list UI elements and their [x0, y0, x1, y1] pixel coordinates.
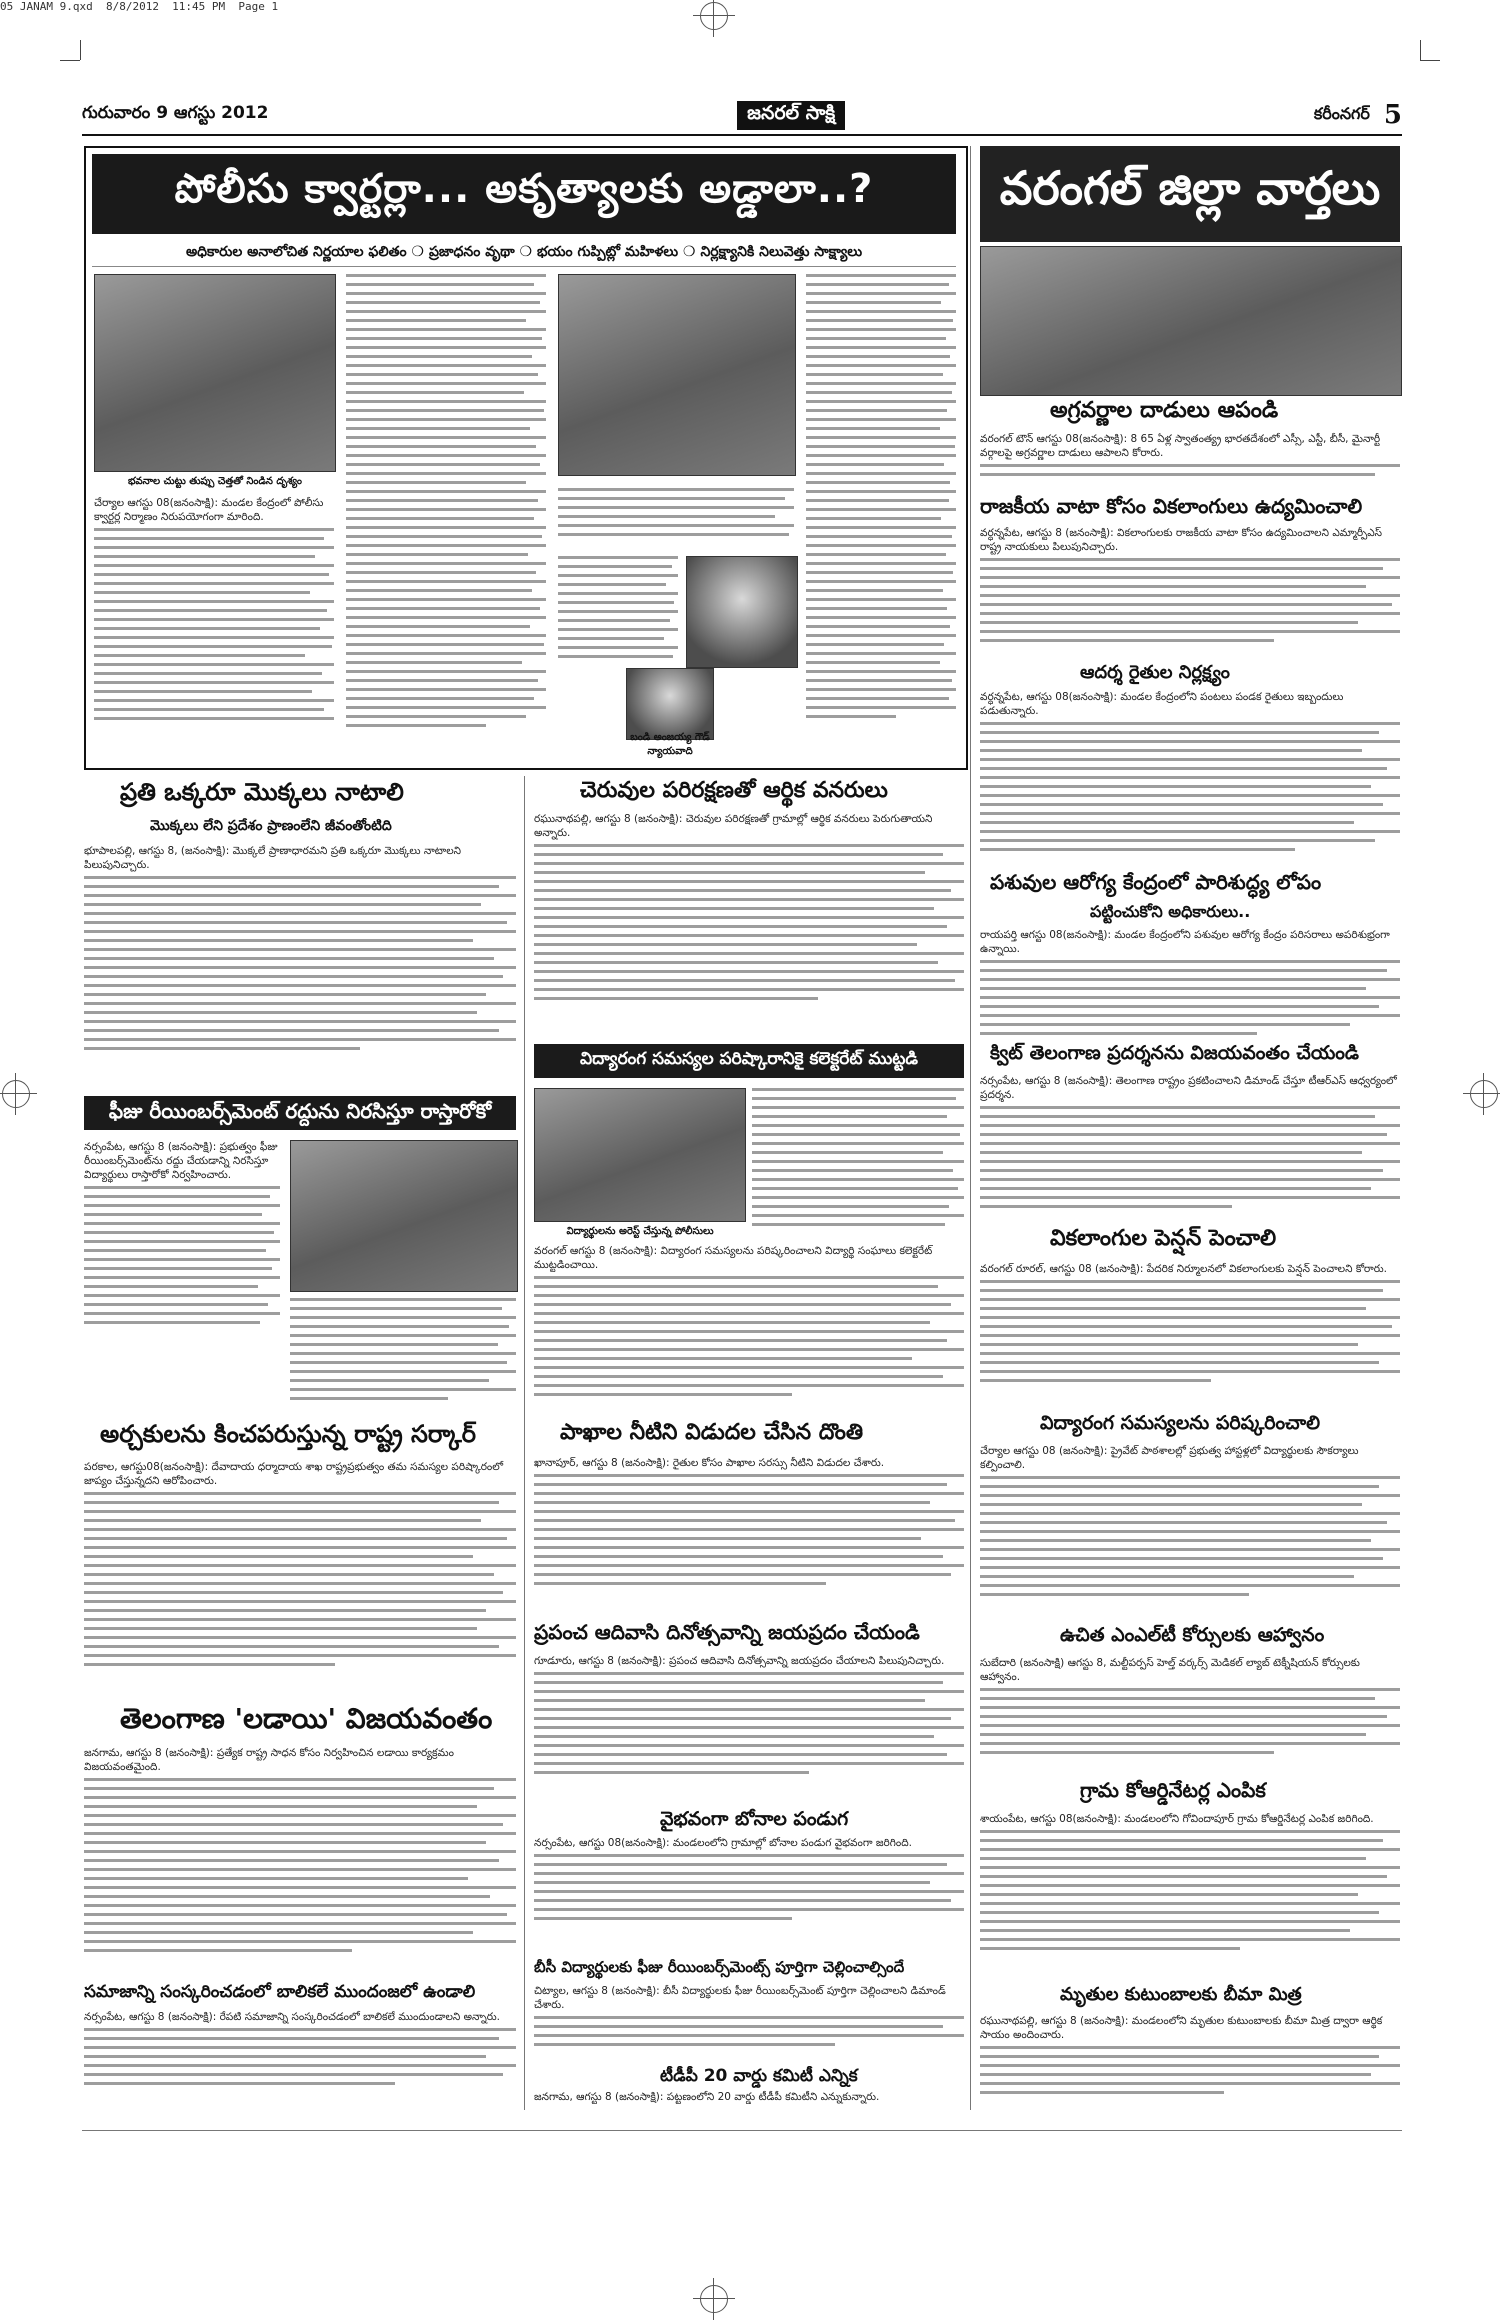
lead-column-2c: [558, 556, 678, 664]
left-article-5-text: నర్సంపేట, ఆగస్టు 8 (జనంసాక్షి): రేపటి సమాజాన్ని సంస్కరించడంలో బాలికలే ముందుండాలని అన్నారు.: [84, 2011, 500, 2023]
center-article-5-text: నర్సంపేట, ఆగస్టు 08(జనంసాక్షి): మండలంలోని గ్రామాల్లో బోనాల పండుగ వైభవంగా జరిగింది.: [534, 1837, 912, 1849]
sidebar-article-5-text: నర్సంపేట, ఆగస్టు 8 (జనంసాక్షి): తెలంగాణ రాష్ట్రం ప్రకటించాలని డిమాండ్ చేస్తూ టీఆర్ఎస్ ఆధ్వర్యంలో ప్రదర్శన.: [980, 1075, 1397, 1101]
left-article-4: [84, 1746, 516, 1978]
crop-mark: [60, 60, 80, 61]
left-article-2: [84, 1140, 280, 1416]
sidebar-article-7: [980, 1444, 1400, 1620]
sidebar-headline-4: పశువుల ఆరోగ్య కేంద్రంలో పారిశుద్ధ్య లోపం: [990, 870, 1322, 894]
left-article-4-text: జనగామ, ఆగస్టు 8 (జనంసాక్షి): ప్రత్యేక రాష్ట్ర సాధన కోసం నిర్వహించిన లడాయి కార్యక్రమం విజయవంతమైంది.: [84, 1747, 454, 1773]
sidebar-article-7-text: చేర్యాల ఆగస్టు 08 (జనంసాక్షి): ప్రైవేట్ పాఠశాలల్లో ప్రభుత్వ హాస్టళ్లలో విద్యార్థులకు సౌకర్యాలు కల్పించాలి.: [980, 1445, 1359, 1471]
district-masthead: వరంగల్ జిల్లా వార్తలు: [980, 146, 1400, 242]
left-headline-5: సమాజాన్ని సంస్కరించడంలో బాలికలే ముందంజలో ఉండాలి: [84, 1982, 476, 2002]
center-article-6-text: చిట్యాల, ఆగస్టు 8 (జనంసాక్షి): బీసీ విద్యార్థులకు ఫీజు రీయింబర్స్‌మెంట్ పూర్తిగా చెల్లించాలని డిమాండ్ చేశారు.: [534, 1985, 946, 2011]
temple-photo: [980, 246, 1402, 396]
sidebar-headline-6: వికలాంగుల పెన్షన్ పెంచాలి: [1050, 1226, 1277, 1251]
lead-photo-right: [558, 274, 796, 476]
registration-mark-icon: [1470, 1080, 1498, 1108]
sidebar-headline-7: విద్యారంగ సమస్యలను పరిష్కరించాలి: [1040, 1412, 1321, 1434]
print-slug: 05 JANAM 9.qxd 8/8/2012 11:45 PM Page 1: [0, 0, 279, 13]
sidebar-headline-2: రాజకీయ వాటా కోసం వికలాంగులు ఉద్యమించాలి: [980, 494, 1363, 518]
sidebar-article-1-text: వరంగల్ టౌన్ ఆగస్టు 08(జనంసాక్షి): 8 65 ఏళ్ల స్వాతంత్య్ర భారతదేశంలో ఎస్సీ, ఎస్టీ, బీసీ, మైనార్టీ వర్గాలపై అగ్రవర్ణాల దాడులు ఆపాలని కోరారు.: [980, 433, 1381, 459]
center-article-1-text: రఘునాథపల్లి, ఆగస్టు 8 (జనంసాక్షి): చెరువుల పరిరక్షణతో గ్రామాల్లో ఆర్థిక వనరులు పెరుగుతాయని అన్నారు.: [534, 813, 933, 839]
left-article-1-text: భూపాలపల్లి, ఆగస్టు 8, (జనంసాక్షి): మొక్కలే ప్రాణాధారమని ప్రతి ఒక్కరూ మొక్కలు నాటాలని పిలుపునిచ్చారు.: [84, 845, 462, 871]
brand-logo: జనరల్ సాక్షి: [737, 101, 845, 130]
lead-portrait-1: [686, 556, 798, 668]
left-headline-1-sub: మొక్కలు లేని ప్రదేశం ప్రాణంలేని జీవంతోంటిది: [150, 818, 392, 834]
center-headline-3: పాఖాల నీటిని విడుదల చేసిన దొంతి: [560, 1420, 864, 1445]
center-headline-5: వైభవంగా బోనాల పండుగ: [660, 1808, 849, 1830]
sidebar-headline-5: క్విట్ తెలంగాణ ప్రదర్శనను విజయవంతం చేయండి: [990, 1042, 1359, 1064]
protest-photo-center: [534, 1088, 746, 1237]
issue-date: గురువారం 9 ఆగస్టు 2012: [82, 103, 269, 123]
center-article-6: [534, 1984, 964, 2064]
center-headline-6: బీసీ విద్యార్థులకు ఫీజు రీయింబర్స్‌మెంట్స్ పూర్తిగా చెల్లించాల్సిందే: [534, 1958, 905, 1976]
lead-column-2b: [558, 488, 794, 548]
center-article-3-text: ఖానాపూర్, ఆగస్టు 8 (జనంసాక్షి): రైతుల కోసం పాఖాల సరస్సు నీటిని విడుదల చేశారు.: [534, 1457, 885, 1469]
lead-column-1: [94, 496, 334, 758]
sidebar-article-5: [980, 1074, 1400, 1224]
lead-headline: పోలీసు క్వార్టర్లా... అకృత్యాలకు అడ్డాలా..?: [92, 154, 956, 234]
left-article-1: [84, 844, 516, 1092]
center-article-2b: [752, 1088, 964, 1238]
page-number: 5: [1383, 100, 1402, 130]
center-photo-caption: విద్యార్థులను అరెస్ట్ చేస్తున్న పోలీసులు: [566, 1226, 714, 1237]
registration-mark-icon: [2, 1080, 30, 1108]
lead-column-3: [806, 274, 956, 758]
center-article-3: [534, 1456, 964, 1618]
protest-photo-left: [290, 1140, 518, 1292]
sidebar-headline-3: ఆదర్శ రైతుల నిర్లక్ష్యం: [1080, 662, 1230, 683]
sidebar-article-9: [980, 1812, 1400, 1982]
lead-portrait-caption: బండి అంజయ్య గౌడ్ న్యాయవాది: [630, 732, 710, 757]
center-article-4: [534, 1654, 964, 1804]
column-rule: [524, 776, 525, 2110]
left-article-2b: [290, 1298, 516, 1416]
left-headline-1: ప్రతి ఒక్కరూ మొక్కలు నాటాలి: [120, 778, 404, 806]
center-headline-2: విద్యారంగ సమస్యల పరిష్కారానికై కలెక్టరేట్ ముట్టడి: [534, 1044, 964, 1078]
lead-column-2: [346, 274, 546, 758]
column-rule: [970, 146, 971, 2110]
sidebar-article-10-text: రఘునాథపల్లి, ఆగస్టు 8 (జనంసాక్షి): మండలంలోని మృతుల కుటుంబాలకు బీమా మిత్ర ద్వారా ఆర్థిక సాయం అందించారు.: [980, 2015, 1383, 2041]
sidebar-article-3: [980, 690, 1400, 868]
sidebar-article-6-text: వరంగల్ రూరల్, ఆగస్టు 08 (జనంసాక్షి): పేదరిక నిర్మూలనలో వికలాంగులకు పెన్షన్ పెంచాలని కోరారు.: [980, 1263, 1387, 1275]
lead-dateline: చేర్యాల ఆగస్టు 08(జనంసాక్షి): మండల కేంద్రంలో పోలీసు క్వార్టర్ల నిర్మాణం నిరుపయోగంగా మారింది.: [94, 497, 324, 523]
lead-photo-left: [94, 274, 336, 487]
registration-mark-icon: [700, 2285, 728, 2313]
sidebar-article-2: [980, 526, 1400, 660]
bottom-rule: [82, 2130, 1402, 2131]
left-headline-2: ఫీజు రీయింబర్స్‌మెంట్ రద్దును నిరసిస్తూ రాస్తారోకో: [84, 1096, 516, 1130]
crop-mark: [80, 40, 81, 60]
sidebar-article-9-text: శాయంపేట, ఆగస్టు 08(జనంసాక్షి): మండలంలోని గోవిందాపూర్ గ్రామ కోఆర్డినేటర్ల ఎంపిక జరిగింది.: [980, 1813, 1374, 1825]
header-rule: [82, 134, 1402, 136]
sidebar-article-4: [980, 928, 1400, 1040]
lead-portrait-2: [626, 668, 714, 757]
center-headline-4: ప్రపంచ ఆదివాసి దినోత్సవాన్ని జయప్రదం చేయండి: [534, 1620, 920, 1644]
lead-subheadline: అధికారుల అనాలోచిత నిర్ణయాల ఫలితం ❍ ప్రజాధనం వృథా ❍ భయం గుప్పిట్లో మహిళలు ❍ నిర్లక్ష్యానికి నిలువెత్తు సాక్ష్యాలు: [92, 240, 956, 267]
crop-mark: [1420, 40, 1421, 60]
left-article-3-text: పరకాల, ఆగస్టు08(జనంసాక్షి): దేవాదాయ ధర్మాదాయ శాఖ రాష్ట్రప్రభుత్వం తమ సమస్యల పరిష్కారంలో జాప్యం చేస్తున్నదని ఆరోపించారు.: [84, 1461, 504, 1487]
crop-mark: [1420, 60, 1440, 61]
sidebar-headline-4-sub: పట్టించుకోని అధికారులు..: [1090, 902, 1251, 921]
center-article-2-text: వరంగల్ ఆగస్టు 8 (జనంసాక్షి): విద్యారంగ సమస్యలను పరిష్కరించాలని విద్యార్థి సంఘాలు కలెక్టరేట్ ముట్టడించాయి.: [534, 1245, 933, 1271]
center-article-4-text: గూడూరు, ఆగస్టు 8 (జనంసాక్షి): ప్రపంచ ఆదివాసి దినోత్సవాన్ని జయప్రదం చేయాలని పిలుపునిచ్చారు.: [534, 1655, 945, 1667]
lead-story: [84, 146, 968, 770]
sidebar-article-1: [980, 432, 1400, 492]
sidebar-headline-10: మృతుల కుటుంబాలకు బీమా మిత్ర: [1060, 1984, 1302, 2005]
left-article-5: [84, 2010, 516, 2110]
center-article-7: [534, 2090, 964, 2120]
sidebar-article-8-text: సుబేదారి (జనంసాక్షి) ఆగస్టు 8, మల్టీపర్పస్ హెల్త్ వర్కర్స్ మెడికల్ ల్యాబ్ టెక్నీషియన్ కోర్సులకు ఆహ్వానం.: [980, 1657, 1360, 1683]
left-headline-3: అర్చకులను కించపరుస్తున్న రాష్ట్ర సర్కార్: [100, 1420, 476, 1448]
page-header: [82, 100, 1402, 130]
sidebar-article-6: [980, 1262, 1400, 1410]
sidebar-article-4-text: రాయపర్తి ఆగస్టు 08(జనంసాక్షి): మండల కేంద్రంలోని పశువుల ఆరోగ్య కేంద్రం పరిసరాలు అపరిశుభ్రంగా ఉన్నాయి.: [980, 929, 1390, 955]
sidebar-article-10: [980, 2014, 1400, 2110]
sidebar-headline-9: గ్రామ కోఆర్డినేటర్ల ఎంపిక: [1080, 1778, 1266, 1802]
sidebar-headline-1: అగ్రవర్ణాల దాడులు ఆపండి: [1050, 398, 1279, 423]
center-article-2: [534, 1244, 964, 1416]
left-article-3: [84, 1460, 516, 1700]
sidebar-headline-8: ఉచిత ఎంఎల్‌టీ కోర్సులకు ఆహ్వానం: [1060, 1624, 1325, 1646]
registration-mark-icon: [700, 2, 728, 30]
center-article-1: [534, 812, 964, 1038]
left-article-2-text: నర్సంపేట, ఆగస్టు 8 (జనంసాక్షి): ప్రభుత్వం ఫీజు రీయింబర్స్‌మెంట్‌ను రద్దు చేయడాన్ని నిరసిస్తూ విద్యార్థులు రాస్తారోకో నిర్వహించారు.: [84, 1141, 278, 1181]
center-headline-7: టీడీపీ 20 వార్డు కమిటీ ఎన్నిక: [660, 2066, 858, 2086]
sidebar-article-2-text: వర్ధన్నపేట, ఆగస్టు 8 (జనంసాక్షి): వికలాంగులకు రాజకీయ వాటా కోసం ఉద్యమించాలని ఎమ్మార్పీఎస్ రాష్ట్ర నాయకులు పిలుపునిచ్చారు.: [980, 527, 1383, 553]
center-article-7-text: జనగామ, ఆగస్టు 8 (జనంసాక్షి): పట్టణంలోని 20 వార్డు టీడీపీ కమిటీని ఎన్నుకున్నారు.: [534, 2091, 880, 2103]
district-news-masthead-box: [980, 146, 1400, 396]
left-headline-4: తెలంగాణ 'లడాయి' విజయవంతం: [120, 1702, 493, 1735]
center-headline-1: చెరువుల పరిరక్షణతో ఆర్థిక వనరులు: [580, 778, 888, 803]
sidebar-article-8: [980, 1656, 1400, 1774]
edition-place: కరీంనగర్: [1313, 103, 1370, 123]
sidebar-article-3-text: వర్ధన్నపేట, ఆగస్టు 08(జనంసాక్షి): మండల కేంద్రంలోని పంటలు పండక రైతులు ఇబ్బందులు పడుతున్నారు.: [980, 691, 1344, 717]
lead-photo-caption: భవనాల చుట్టు తుప్పు చెత్తతో నిండిన దృశ్యం: [128, 476, 302, 487]
center-article-5: [534, 1836, 964, 1954]
